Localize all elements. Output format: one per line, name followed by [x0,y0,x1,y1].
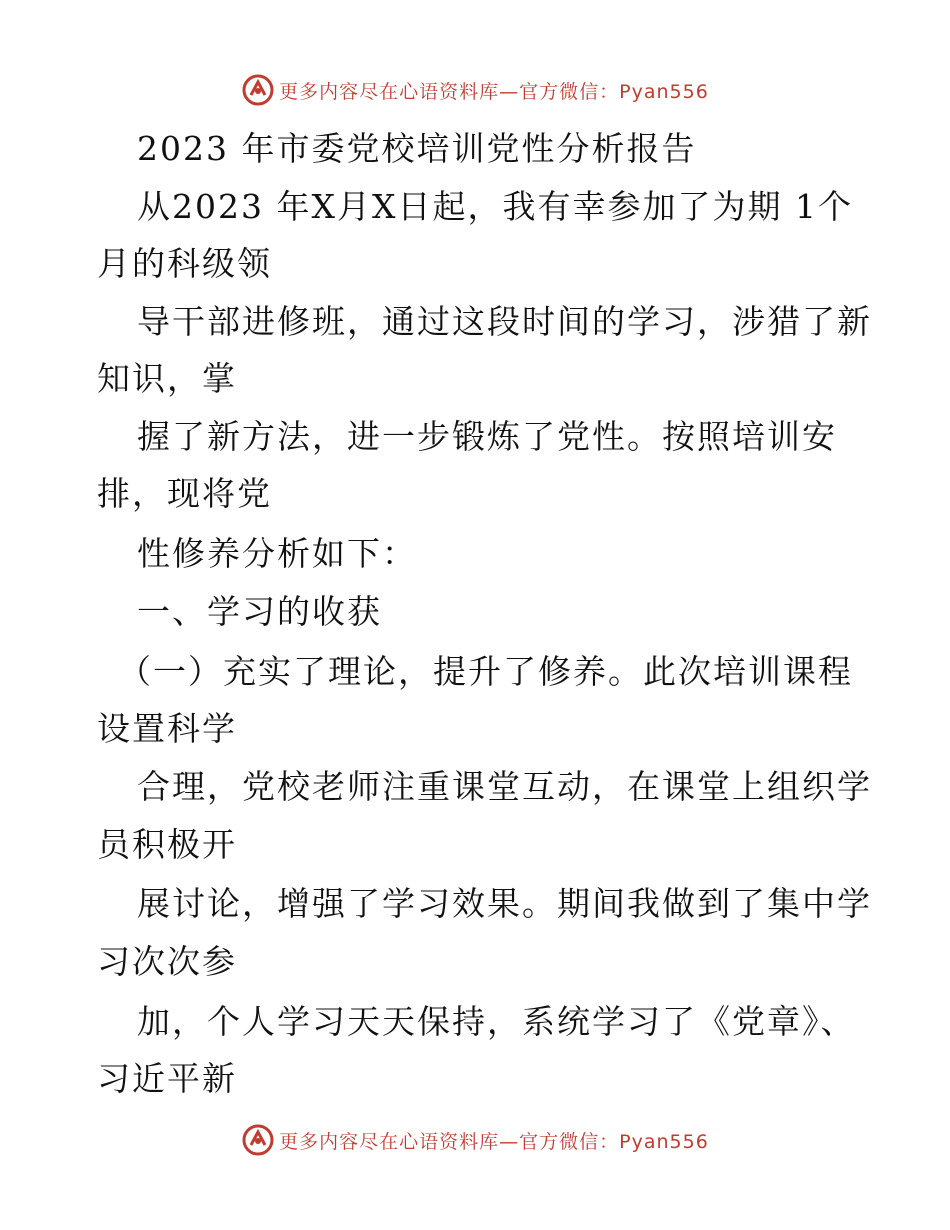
paragraph-line: 排，现将党 [97,474,272,513]
subsection-heading: （一）充实了理论，提升了修养。此次培训课程 [118,652,853,691]
paragraph-line: 性修养分析如下： [137,534,417,573]
header-watermark-text: 更多内容尽在心语资料库—官方微信：Pyan556 [279,80,709,103]
paragraph-line: 知识，掌 [97,359,237,398]
footer-watermark-banner [0,1120,950,1160]
brand-logo-icon [241,1123,275,1157]
paragraph-line: 导干部进修班，通过这段时间的学习，涉猎了新 [137,302,872,341]
paragraph-line: 从2023 年X月X日起，我有幸参加了为期 1个 [137,187,853,226]
document-title: 2023 年市委党校培训党性分析报告 [137,129,697,168]
header-watermark-banner [0,70,950,110]
footer-watermark-text: 更多内容尽在心语资料库—官方微信：Pyan556 [279,1130,709,1153]
paragraph-line: 合理，党校老师注重课堂互动，在课堂上组织学 [137,767,872,806]
paragraph-line: 习次次参 [97,942,237,981]
paragraph-line: 员积极开 [97,825,237,864]
paragraph-line: 设置科学 [97,709,237,748]
section-heading: 一、学习的收获 [137,592,382,631]
paragraph-line: 加，个人学习天天保持，系统学习了《党章》、 [137,1002,856,1041]
paragraph-line: 习近平新 [97,1059,237,1098]
paragraph-line: 月的科级领 [97,244,272,283]
brand-logo-icon [241,73,275,107]
paragraph-line: 展讨论，增强了学习效果。期间我做到了集中学 [137,884,872,923]
paragraph-line: 握了新方法，进一步锻炼了党性。按照培训安 [137,417,837,456]
